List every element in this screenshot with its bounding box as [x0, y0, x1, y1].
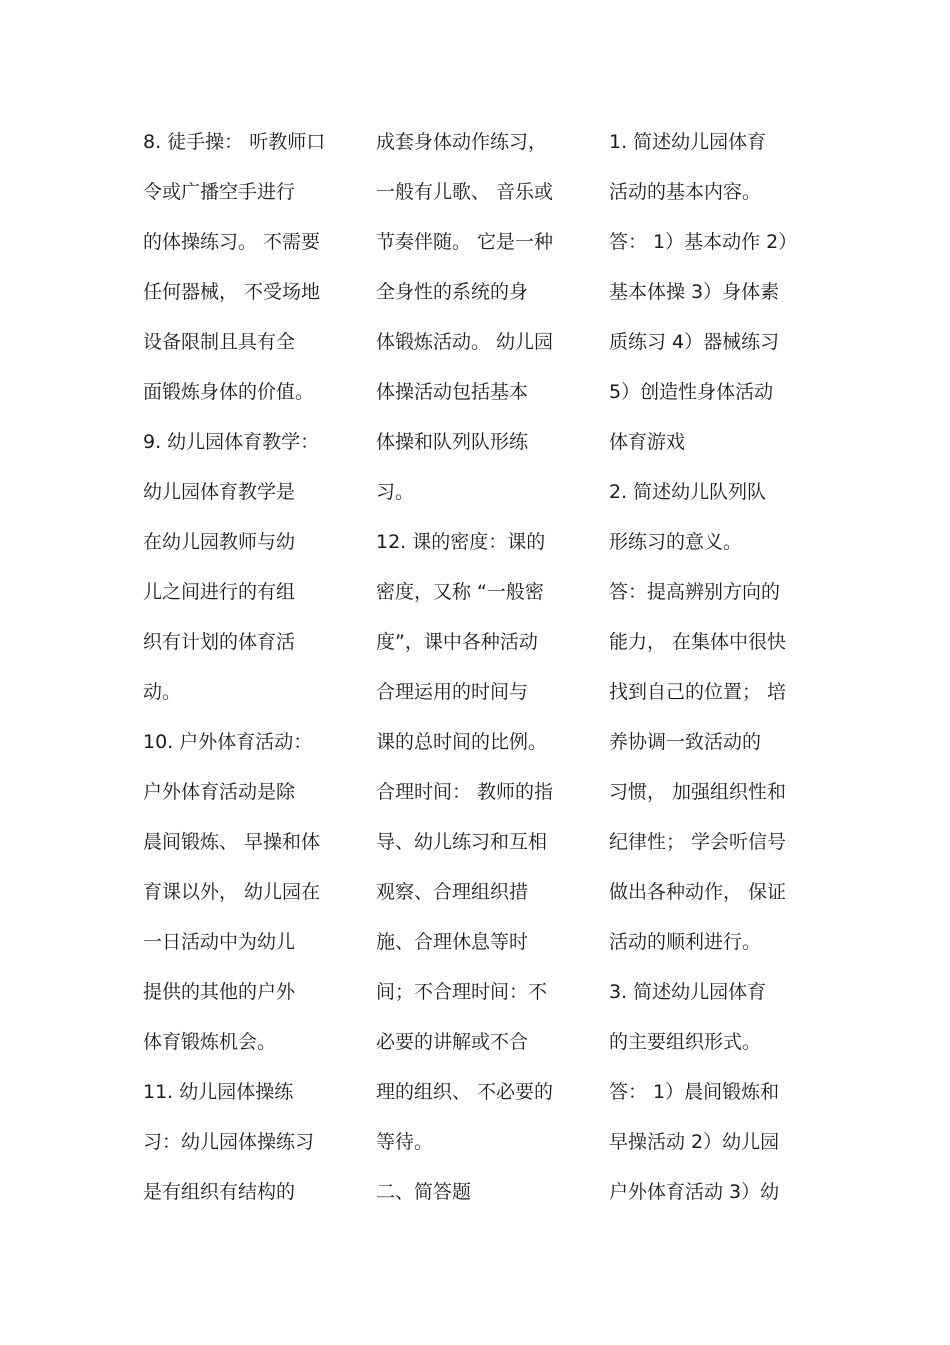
text-line: 8. 徒手操： 听教师口	[143, 131, 326, 153]
text-line: 活动的基本内容。	[609, 181, 762, 203]
text-line: 习惯， 加强组织性和	[609, 781, 787, 803]
text-line: 二、简答题	[376, 1181, 472, 1203]
text-line: 密度，又称 “一般密	[376, 581, 544, 603]
text-line: 度”，课中各种活动	[376, 631, 538, 653]
text-line: 育课以外， 幼儿园在	[143, 881, 321, 903]
text-line: 体育游戏	[609, 431, 686, 453]
text-line: 12. 课的密度：课的	[376, 531, 546, 553]
text-line: 是有组织有结构的	[143, 1181, 296, 1203]
text-line: 施、合理休息等时	[376, 931, 529, 953]
text-line: 体锻炼活动。 幼儿园	[376, 331, 554, 353]
text-line: 答：提高辨别方向的	[609, 581, 781, 603]
text-column-1	[143, 117, 348, 1217]
text-line: 9. 幼儿园体育教学：	[143, 431, 320, 453]
text-line: 全身性的系统的身	[376, 281, 529, 303]
text-line: 理的组织、 不必要的	[376, 1081, 554, 1103]
text-line: 体育锻炼机会。	[143, 1031, 277, 1053]
text-line: 在幼儿园教师与幼	[143, 531, 296, 553]
text-line: 做出各种动作， 保证	[609, 881, 787, 903]
text-line: 令或广播空手进行	[143, 181, 296, 203]
text-line: 习。	[376, 481, 415, 503]
text-line: 成套身体动作练习，	[376, 131, 548, 153]
text-line: 2. 简述幼儿队列队	[609, 481, 767, 503]
text-column-2	[376, 117, 581, 1217]
text-line: 任何器械， 不受场地	[143, 281, 321, 303]
text-line: 合理时间： 教师的指	[376, 781, 554, 803]
text-line: 养协调一致活动的	[609, 731, 762, 753]
text-line: 11. 幼儿园体操练	[143, 1081, 294, 1103]
text-line: 织有计划的体育活	[143, 631, 296, 653]
text-line: 提供的其他的户外	[143, 981, 296, 1003]
text-line: 基本体操 3）身体素	[609, 281, 780, 303]
text-line: 的体操练习。 不需要	[143, 231, 321, 253]
text-line: 5）创造性身体活动	[609, 381, 774, 403]
text-line: 间；不合理时间：不	[376, 981, 548, 1003]
text-line: 一般有儿歌、 音乐或	[376, 181, 554, 203]
text-line: 答： 1）晨间锻炼和	[609, 1081, 780, 1103]
text-line: 纪律性； 学会听信号	[609, 831, 787, 853]
text-line: 形练习的意义。	[609, 531, 743, 553]
text-line: 课的总时间的比例。	[376, 731, 548, 753]
text-line: 动。	[143, 681, 182, 703]
text-line: 面锻炼身体的价值。	[143, 381, 315, 403]
text-line: 体操活动包括基本	[376, 381, 529, 403]
text-line: 答： 1）基本动作 2）	[609, 231, 798, 253]
text-line: 活动的顺利进行。	[609, 931, 762, 953]
text-line: 一日活动中为幼儿	[143, 931, 296, 953]
text-line: 1. 简述幼儿园体育	[609, 131, 767, 153]
text-line: 习：幼儿园体操练习	[143, 1131, 315, 1153]
text-line: 早操活动 2）幼儿园	[609, 1131, 780, 1153]
text-line: 导、幼儿练习和互相	[376, 831, 548, 853]
text-line: 设备限制且具有全	[143, 331, 296, 353]
text-line: 体操和队列队形练	[376, 431, 529, 453]
text-line: 儿之间进行的有组	[143, 581, 296, 603]
text-line: 的主要组织形式。	[609, 1031, 762, 1053]
text-line: 幼儿园体育教学是	[143, 481, 296, 503]
text-line: 必要的讲解或不合	[376, 1031, 529, 1053]
text-line: 观察、合理组织措	[376, 881, 529, 903]
text-line: 10. 户外体育活动：	[143, 731, 313, 753]
text-line: 3. 简述幼儿园体育	[609, 981, 767, 1003]
text-line: 等待。	[376, 1131, 434, 1153]
text-line: 能力， 在集体中很快	[609, 631, 787, 653]
text-line: 找到自己的位置； 培	[609, 681, 787, 703]
text-line: 户外体育活动是除	[143, 781, 296, 803]
text-line: 晨间锻炼、 早操和体	[143, 831, 321, 853]
text-line: 质练习 4）器械练习	[609, 331, 780, 353]
text-column-3	[609, 117, 814, 1217]
text-line: 节奏伴随。 它是一种	[376, 231, 554, 253]
text-line: 户外体育活动 3）幼	[609, 1181, 780, 1203]
text-line: 合理运用的时间与	[376, 681, 529, 703]
